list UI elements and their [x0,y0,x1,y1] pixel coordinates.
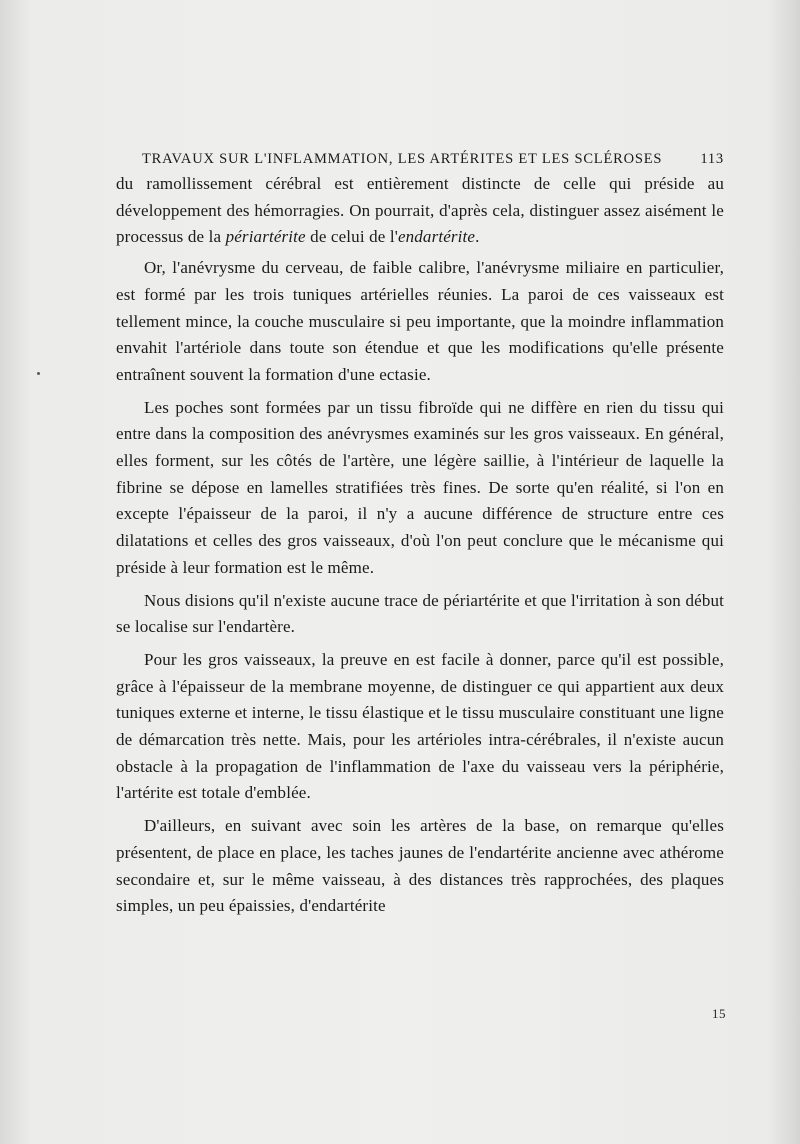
paragraph-3: Les poches sont formées par un tissu fibroïde qui ne diffère en rien du tissu qui entre dans la composition des anévrysmes examinés sur les gros vaisseaux. En général, elles forment, sur les côtés de l'artère, une légère saillie, à l'intérieur de laquelle la fibrine se dépose en lamelles stratifiées très fines. De sorte qu'en réalité, si l'on en excepte l'épaisseur de la paroi, il n'y a aucune différence de structure entre ces dilatations et celles des gros vaisseaux, d'où l'on peut conclure que le mécanisme qui préside à leur formation est le même. [116,397,724,577]
paragraph-2: Or, l'anévrysme du cerveau, de faible calibre, l'anévrysme miliaire en particulier, est formé par les trois tuniques artérielles réunies. La paroi de ces vaisseaux est tellement mince, la couche musculaire si peu importante, que la moindre inflammation envahit l'artériole dans toute son étendue et que les modifications qu'elle présente entraînent souvent la formation d'une ectasie. [116,258,724,384]
italic-endarterite: endartérite [397,227,476,247]
print-speck [37,372,40,375]
page-number: 113 [700,151,724,167]
running-head [142,147,724,171]
paragraph-6: D'ailleurs, en suivant avec soin les artères de la base, on remarque qu'elles présentent, de place en place, les taches jaunes de l'endartérite ancienne avec athérome secondaire et, sur le même vaisseau, à des distances très rapprochées, des plaques simples, un peu épaissies, d'endartérite [116,816,724,916]
paragraph-5: Pour les gros vaisseaux, la preuve en est facile à donner, parce qu'il est possible, grâce à l'épaisseur de la membrane moyenne, de distinguer ce qui appartient aux deux tuniques externe et interne, le tissu élastique et le tissu musculaire constituant une ligne de démarcation très nette. Mais, pour les artérioles intra-cérébrales, il n'existe aucun obstacle à la propagation de l'inflammation de l'axe du vaisseau vers la périphérie, l'artérite est totale d'emblée. [116,649,724,803]
paragraph-4: Nous disions qu'il n'existe aucune trace de périartérite et que l'irritation à son début se localise sur l'endartère. [116,590,724,637]
signature-mark: 15 [712,1006,726,1021]
running-title: TRAVAUX SUR L'INFLAMMATION, LES ARTÉRITES ET LES SCLÉROSES [142,151,663,167]
text-block [116,147,724,920]
paragraph-1 [116,171,724,251]
italic-periarterite: périartérite [225,227,306,247]
paragraph-1-text-c: . [475,227,480,247]
paragraph-1-text-b: de celui de l' [305,227,398,247]
paragraph-1-text-a: du ramollissement cérébral est entièrement distincte de celle qui préside au développement des hémorragies. On pourrait, d'après cela, distinguer assez aisément le processus de la [116,174,724,247]
